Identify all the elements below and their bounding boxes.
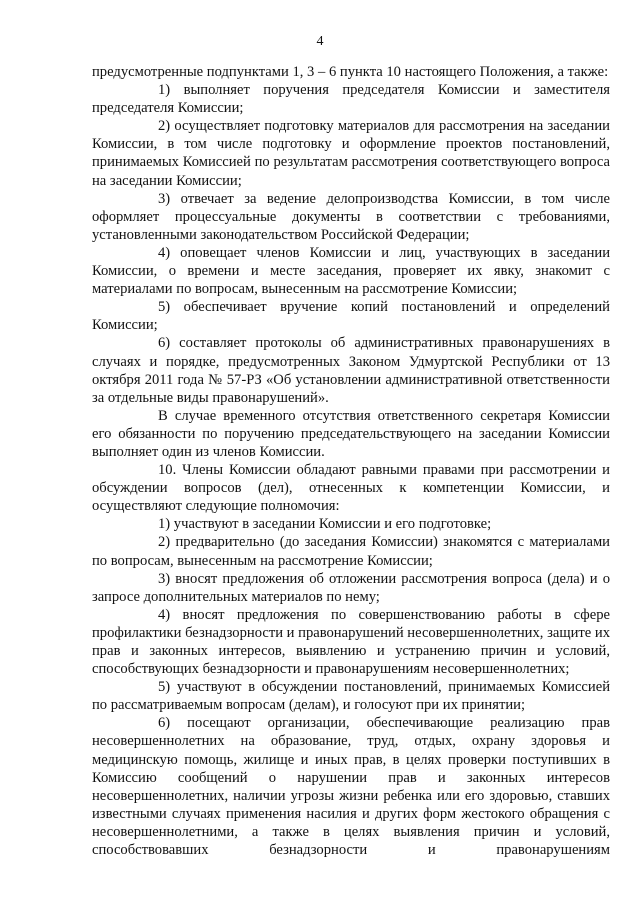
paragraph-secretary-3: 3) отвечает за ведение делопроизводства Комиссии, в том числе оформляет процессуальные документы в соответствии с требованиями, установленными законодательством Российской Федерации;: [92, 190, 610, 243]
paragraph-member-1: 1) участвуют в заседании Комиссии и его подготовке;: [158, 516, 492, 533]
paragraph-secretary-absence: В случае временного отсутствия ответственного секретаря Комиссии его обязанности по поручению председательствующего на заседании Комиссии выполняет один из членов Комиссии.: [92, 407, 610, 460]
paragraph-secretary-4: 4) оповещает членов Комиссии и лиц, участвующих в заседании Комиссии, о времени и месте заседания, проверяет их явку, знакомит с материалами по вопросам, вынесенным на рассмотрение Комиссии;: [92, 244, 610, 298]
paragraph-member-6: 6) посещают организации, обеспечивающие реализацию прав несовершеннолетних на образование, труд, отдых, охрану здоровья и медицинскую помощь, жилище и иных прав, в целях проверки поступивших в Комиссию сообщений о нарушении прав и законных интересов несовершеннолетних, наличии угрозы жизни ребенка или его здоровью, ставших известными случаях применения насилия и других форм жестокого обращения с несовершеннолетними, а также в целях выявления причин и условий, способствовавших безнадзорности и правонарушениям: [92, 715, 610, 859]
paragraph-member-3: 3) вносят предложения об отложении рассмотрения вопроса (дела) и о запросе дополнительных материалов по нему;: [92, 570, 610, 605]
paragraph-secretary-5: 5) обеспечивает вручение копий постановлений и определений Комиссии;: [92, 299, 610, 334]
page-number: 4: [316, 34, 324, 49]
paragraph-secretary-2: 2) осуществляет подготовку материалов для рассмотрения на заседании Комиссии, в том числе подготовку и оформление проектов постановлений, принимаемых Комиссией по результатам рассмотрения соответствующего вопроса на заседании Комиссии;: [92, 118, 610, 189]
paragraph-secretary-6: 6) составляет протоколы об административных правонарушениях в случаях и порядке, предусмотренных Законом Удмуртской Республики от 13 октября 2011 года № 57-РЗ «Об установлении административной ответственности за отдельные виды правонарушений».: [92, 335, 610, 406]
paragraph-intro: предусмотренные подпунктами 1, 3 – 6 пункта 10 настоящего Положения, а также:: [92, 64, 609, 80]
paragraph-secretary-1: 1) выполняет поручения председателя Комиссии и заместителя председателя Комиссии;: [92, 82, 610, 117]
paragraph-member-5: 5) участвуют в обсуждении постановлений, принимаемых Комиссией по рассматриваемым вопросам (делам), и голосуют при их принятии;: [92, 679, 610, 714]
paragraph-member-4: 4) вносят предложения по совершенствованию работы в сфере профилактики безнадзорности и правонарушений несовершеннолетних, защите их прав и законных интересов, выявлению и устранению причин и условий, способствующих безнадзорности и правонарушениям несовершеннолетних;: [92, 606, 610, 678]
paragraph-member-2: 2) предварительно (до заседания Комиссии) знакомятся с материалами по вопросам, вынесенным на рассмотрение Комиссии;: [92, 534, 610, 569]
document-body: [92, 63, 610, 859]
paragraph-section-10: 10. Члены Комиссии обладают равными правами при рассмотрении и обсуждении вопросов (дел), отнесенных к компетенции Комиссии, и осуществляют следующие полномочия:: [92, 462, 610, 515]
